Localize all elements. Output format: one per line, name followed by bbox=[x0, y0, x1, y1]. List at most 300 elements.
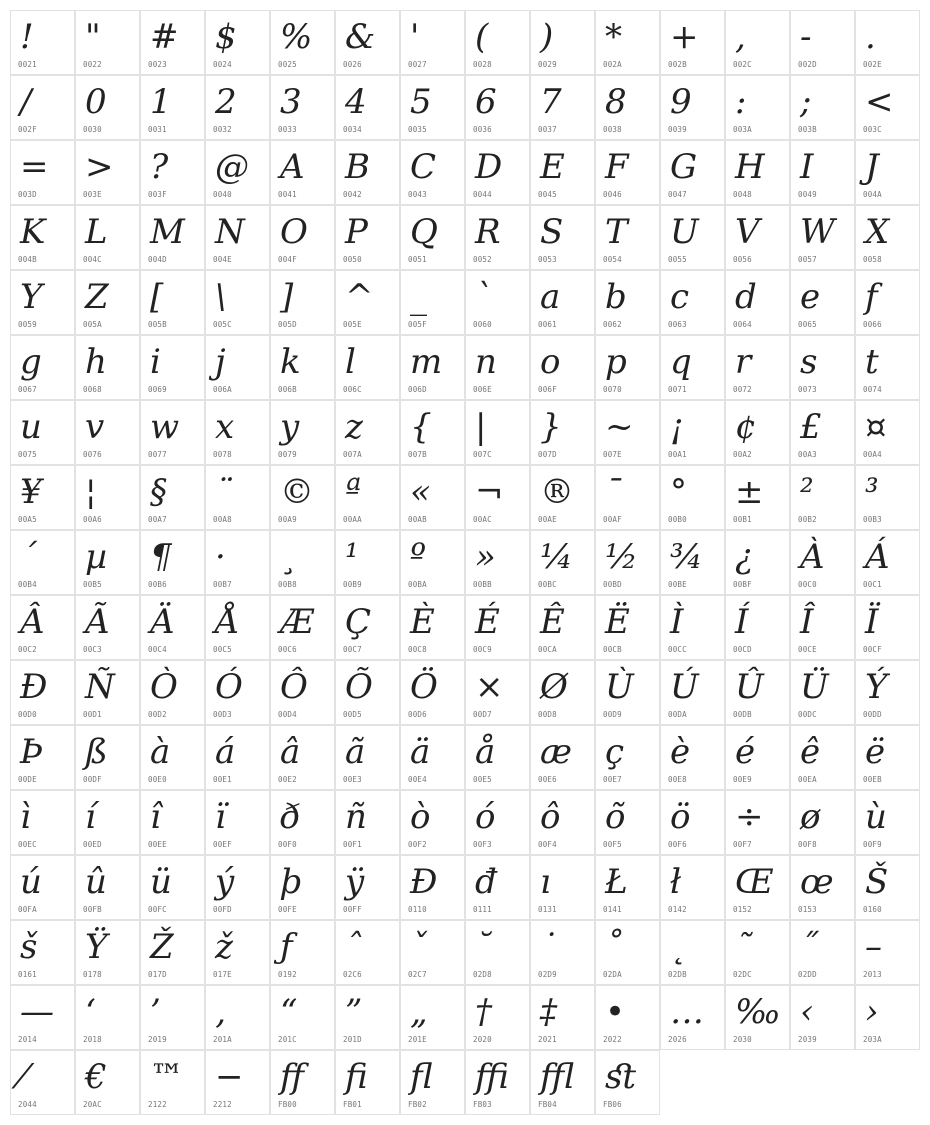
glyph-character: Ì bbox=[670, 602, 684, 642]
glyph-codepoint: FB00 bbox=[278, 1100, 297, 1109]
glyph-cell bbox=[465, 920, 530, 985]
glyph-codepoint: 00B9 bbox=[343, 580, 362, 589]
glyph-codepoint: 00F6 bbox=[668, 840, 687, 849]
glyph-character: ) bbox=[540, 17, 554, 57]
glyph-codepoint: 00DD bbox=[863, 710, 882, 719]
glyph-character: õ bbox=[605, 797, 626, 837]
glyph-character: œ bbox=[800, 862, 834, 902]
glyph-character: i bbox=[150, 342, 161, 382]
glyph-codepoint: 2018 bbox=[83, 1035, 102, 1044]
glyph-cell bbox=[465, 75, 530, 140]
glyph-cell bbox=[75, 595, 140, 660]
glyph-codepoint: 02D8 bbox=[473, 970, 492, 979]
glyph-cell bbox=[140, 530, 205, 595]
glyph-character: ß bbox=[85, 732, 108, 772]
glyph-character: & bbox=[345, 17, 376, 57]
glyph-character: u bbox=[20, 407, 42, 447]
glyph-character: Ł bbox=[605, 862, 628, 902]
glyph-codepoint: 00EB bbox=[863, 775, 882, 784]
glyph-codepoint: 00C4 bbox=[148, 645, 167, 654]
glyph-character: ê bbox=[800, 732, 821, 772]
glyph-codepoint: 00E3 bbox=[343, 775, 362, 784]
glyph-cell bbox=[140, 75, 205, 140]
glyph-cell bbox=[465, 10, 530, 75]
glyph-codepoint: 004C bbox=[83, 255, 102, 264]
glyph-cell bbox=[855, 920, 920, 985]
glyph-character: { bbox=[410, 407, 432, 447]
glyph-cell bbox=[660, 400, 725, 465]
glyph-character: ª bbox=[345, 472, 362, 512]
glyph-codepoint: FB02 bbox=[408, 1100, 427, 1109]
glyph-codepoint: 00DF bbox=[83, 775, 102, 784]
glyph-character: k bbox=[280, 342, 301, 382]
glyph-cell bbox=[400, 530, 465, 595]
glyph-character: § bbox=[150, 472, 167, 512]
glyph-cell bbox=[205, 75, 270, 140]
glyph-cell bbox=[205, 465, 270, 530]
glyph-cell bbox=[595, 530, 660, 595]
glyph-character: ? bbox=[150, 147, 169, 187]
glyph-cell bbox=[10, 790, 75, 855]
glyph-cell bbox=[75, 10, 140, 75]
glyph-cell bbox=[530, 725, 595, 790]
glyph-cell bbox=[10, 530, 75, 595]
glyph-character: - bbox=[800, 17, 812, 57]
glyph-cell bbox=[10, 10, 75, 75]
glyph-codepoint: 00EF bbox=[213, 840, 232, 849]
glyph-character: Ö bbox=[410, 667, 438, 707]
glyph-codepoint: 0054 bbox=[603, 255, 622, 264]
glyph-codepoint: 02DA bbox=[603, 970, 622, 979]
glyph-codepoint: 002B bbox=[668, 60, 687, 69]
glyph-character: 1 bbox=[150, 82, 172, 122]
glyph-codepoint: 0160 bbox=[863, 905, 882, 914]
glyph-character: þ bbox=[280, 862, 302, 902]
glyph-cell bbox=[530, 205, 595, 270]
glyph-cell bbox=[335, 10, 400, 75]
glyph-cell bbox=[530, 595, 595, 660]
glyph-cell bbox=[725, 10, 790, 75]
glyph-codepoint: 00C2 bbox=[18, 645, 37, 654]
glyph-character: l bbox=[345, 342, 356, 382]
glyph-cell bbox=[270, 400, 335, 465]
glyph-character: å bbox=[475, 732, 496, 772]
glyph-cell bbox=[335, 140, 400, 205]
glyph-character: ò bbox=[410, 797, 431, 837]
glyph-codepoint: 0052 bbox=[473, 255, 492, 264]
glyph-cell bbox=[270, 790, 335, 855]
glyph-cell bbox=[335, 75, 400, 140]
glyph-cell bbox=[790, 725, 855, 790]
glyph-cell bbox=[205, 790, 270, 855]
glyph-character: } bbox=[540, 407, 562, 447]
glyph-codepoint: 02D9 bbox=[538, 970, 557, 979]
glyph-codepoint: 00A8 bbox=[213, 515, 232, 524]
glyph-codepoint: 0049 bbox=[798, 190, 817, 199]
glyph-character: . bbox=[865, 17, 876, 57]
glyph-character: a bbox=[540, 277, 561, 317]
glyph-character: æ bbox=[540, 732, 572, 772]
glyph-cell bbox=[465, 660, 530, 725]
glyph-character: Å bbox=[215, 602, 240, 642]
glyph-codepoint: 017E bbox=[213, 970, 232, 979]
glyph-codepoint: 00F8 bbox=[798, 840, 817, 849]
glyph-cell bbox=[10, 270, 75, 335]
glyph-character: S bbox=[540, 212, 564, 252]
glyph-cell bbox=[465, 530, 530, 595]
glyph-character: \ bbox=[215, 277, 227, 317]
glyph-character: ˚ bbox=[605, 927, 622, 967]
glyph-character: ý bbox=[215, 862, 235, 902]
glyph-codepoint: 2022 bbox=[603, 1035, 622, 1044]
glyph-cell bbox=[400, 205, 465, 270]
glyph-character: đ bbox=[475, 862, 497, 902]
glyph-cell bbox=[465, 465, 530, 530]
glyph-cell bbox=[465, 400, 530, 465]
glyph-codepoint: 00F0 bbox=[278, 840, 297, 849]
glyph-cell bbox=[140, 725, 205, 790]
glyph-cell bbox=[205, 140, 270, 205]
glyph-cell bbox=[855, 790, 920, 855]
glyph-character: 7 bbox=[540, 82, 562, 122]
glyph-codepoint: 002D bbox=[798, 60, 817, 69]
glyph-cell bbox=[660, 530, 725, 595]
glyph-codepoint: 0030 bbox=[83, 125, 102, 134]
glyph-codepoint: 20AC bbox=[83, 1100, 102, 1109]
glyph-codepoint: 2030 bbox=[733, 1035, 752, 1044]
glyph-codepoint: 2019 bbox=[148, 1035, 167, 1044]
glyph-cell bbox=[530, 855, 595, 920]
glyph-cell bbox=[10, 335, 75, 400]
glyph-character: ˛ bbox=[670, 927, 687, 967]
glyph-codepoint: 00CA bbox=[538, 645, 557, 654]
glyph-character: ﬂ bbox=[410, 1057, 433, 1097]
glyph-codepoint: 00DB bbox=[733, 710, 752, 719]
glyph-character: Ñ bbox=[85, 667, 115, 707]
glyph-character: Œ bbox=[735, 862, 774, 902]
glyph-codepoint: 02C7 bbox=[408, 970, 427, 979]
glyph-cell bbox=[660, 595, 725, 660]
glyph-character: + bbox=[670, 17, 699, 57]
glyph-codepoint: 00CB bbox=[603, 645, 622, 654]
glyph-cell bbox=[140, 465, 205, 530]
glyph-character: n bbox=[475, 342, 497, 382]
glyph-character: K bbox=[20, 212, 46, 252]
glyph-codepoint: 0142 bbox=[668, 905, 687, 914]
glyph-codepoint: 0059 bbox=[18, 320, 37, 329]
glyph-codepoint: 00B0 bbox=[668, 515, 687, 524]
glyph-cell bbox=[335, 855, 400, 920]
glyph-character: è bbox=[670, 732, 691, 772]
glyph-codepoint: 0152 bbox=[733, 905, 752, 914]
glyph-codepoint: 00D4 bbox=[278, 710, 297, 719]
glyph-cell bbox=[400, 270, 465, 335]
glyph-cell bbox=[790, 660, 855, 725]
glyph-codepoint: 00CC bbox=[668, 645, 687, 654]
glyph-codepoint: 00FC bbox=[148, 905, 167, 914]
glyph-codepoint: 007B bbox=[408, 450, 427, 459]
glyph-codepoint: 0192 bbox=[278, 970, 297, 979]
glyph-cell bbox=[595, 140, 660, 205]
glyph-cell bbox=[595, 205, 660, 270]
glyph-cell bbox=[530, 140, 595, 205]
glyph-character: ‚ bbox=[215, 992, 226, 1032]
glyph-cell bbox=[465, 270, 530, 335]
glyph-character: A bbox=[280, 147, 305, 187]
glyph-character: z bbox=[345, 407, 363, 447]
glyph-codepoint: 0067 bbox=[18, 385, 37, 394]
glyph-codepoint: 002E bbox=[863, 60, 882, 69]
glyph-character: P bbox=[345, 212, 368, 252]
glyph-cell bbox=[855, 335, 920, 400]
glyph-cell bbox=[725, 790, 790, 855]
glyph-character: Q bbox=[410, 212, 438, 252]
glyph-cell bbox=[205, 10, 270, 75]
glyph-cell bbox=[270, 985, 335, 1050]
glyph-character: “ bbox=[280, 992, 298, 1032]
glyph-codepoint: 00A1 bbox=[668, 450, 687, 459]
glyph-cell bbox=[790, 985, 855, 1050]
glyph-codepoint: 0037 bbox=[538, 125, 557, 134]
glyph-codepoint: 00E5 bbox=[473, 775, 492, 784]
glyph-character: * bbox=[605, 17, 622, 57]
glyph-cell bbox=[10, 75, 75, 140]
glyph-codepoint: 00BF bbox=[733, 580, 752, 589]
glyph-character: = bbox=[20, 147, 49, 187]
glyph-codepoint: 005A bbox=[83, 320, 102, 329]
glyph-cell bbox=[660, 725, 725, 790]
glyph-cell bbox=[140, 205, 205, 270]
glyph-codepoint: 0026 bbox=[343, 60, 362, 69]
glyph-character: ƒ bbox=[280, 927, 293, 967]
glyph-character: ô bbox=[540, 797, 561, 837]
glyph-codepoint: 0025 bbox=[278, 60, 297, 69]
glyph-cell bbox=[270, 855, 335, 920]
glyph-cell bbox=[75, 530, 140, 595]
glyph-codepoint: 0069 bbox=[148, 385, 167, 394]
glyph-codepoint: 00E0 bbox=[148, 775, 167, 784]
glyph-cell bbox=[530, 335, 595, 400]
glyph-codepoint: 00E4 bbox=[408, 775, 427, 784]
glyph-character: $ bbox=[215, 17, 237, 57]
glyph-character: 9 bbox=[670, 82, 692, 122]
glyph-character: o bbox=[540, 342, 561, 382]
glyph-cell bbox=[400, 855, 465, 920]
glyph-character: ” bbox=[345, 992, 363, 1032]
glyph-character: Ò bbox=[150, 667, 178, 707]
glyph-character: ú bbox=[20, 862, 42, 902]
glyph-codepoint: 005D bbox=[278, 320, 297, 329]
glyph-codepoint: 002C bbox=[733, 60, 752, 69]
glyph-cell bbox=[205, 400, 270, 465]
glyph-cell bbox=[270, 660, 335, 725]
glyph-codepoint: 00B5 bbox=[83, 580, 102, 589]
glyph-cell bbox=[205, 920, 270, 985]
glyph-codepoint: 006E bbox=[473, 385, 492, 394]
glyph-cell bbox=[270, 595, 335, 660]
glyph-codepoint: 0075 bbox=[18, 450, 37, 459]
glyph-codepoint: 0032 bbox=[213, 125, 232, 134]
glyph-codepoint: 00FD bbox=[213, 905, 232, 914]
glyph-codepoint: 00BC bbox=[538, 580, 557, 589]
glyph-character: − bbox=[215, 1057, 244, 1097]
glyph-character: À bbox=[800, 537, 825, 577]
glyph-codepoint: 00F1 bbox=[343, 840, 362, 849]
glyph-codepoint: 0041 bbox=[278, 190, 297, 199]
glyph-codepoint: 00FB bbox=[83, 905, 102, 914]
glyph-codepoint: 0076 bbox=[83, 450, 102, 459]
glyph-character: ñ bbox=[345, 797, 367, 837]
glyph-character: ł bbox=[670, 862, 682, 902]
glyph-character: ; bbox=[800, 82, 812, 122]
glyph-cell bbox=[140, 920, 205, 985]
glyph-character: 6 bbox=[475, 82, 497, 122]
glyph-character: › bbox=[865, 992, 879, 1032]
glyph-cell bbox=[400, 140, 465, 205]
glyph-character: _ bbox=[410, 277, 427, 317]
glyph-cell bbox=[595, 75, 660, 140]
glyph-codepoint: 00CE bbox=[798, 645, 817, 654]
glyph-cell bbox=[270, 920, 335, 985]
glyph-cell bbox=[270, 725, 335, 790]
glyph-codepoint: 00DC bbox=[798, 710, 817, 719]
glyph-cell bbox=[790, 400, 855, 465]
glyph-codepoint: 00E8 bbox=[668, 775, 687, 784]
glyph-cell bbox=[465, 725, 530, 790]
glyph-character: † bbox=[475, 992, 492, 1032]
glyph-codepoint: 004B bbox=[18, 255, 37, 264]
glyph-character: x bbox=[215, 407, 235, 447]
glyph-character: Ä bbox=[150, 602, 175, 642]
glyph-codepoint: 02DB bbox=[668, 970, 687, 979]
glyph-codepoint: 00BE bbox=[668, 580, 687, 589]
glyph-character: ^ bbox=[345, 277, 374, 317]
glyph-character: ' bbox=[410, 17, 420, 57]
glyph-codepoint: 2013 bbox=[863, 970, 882, 979]
glyph-character: q bbox=[670, 342, 692, 382]
glyph-character: ± bbox=[735, 472, 764, 512]
glyph-character: F bbox=[605, 147, 629, 187]
glyph-cell bbox=[75, 465, 140, 530]
glyph-codepoint: 00A9 bbox=[278, 515, 297, 524]
glyph-character: R bbox=[475, 212, 501, 252]
glyph-codepoint: 0039 bbox=[668, 125, 687, 134]
glyph-codepoint: FB04 bbox=[538, 1100, 557, 1109]
glyph-cell bbox=[660, 270, 725, 335]
glyph-grid bbox=[10, 10, 920, 1115]
glyph-cell bbox=[335, 205, 400, 270]
glyph-codepoint: 00B3 bbox=[863, 515, 882, 524]
glyph-cell bbox=[855, 660, 920, 725]
glyph-codepoint: 003C bbox=[863, 125, 882, 134]
glyph-codepoint: 006C bbox=[343, 385, 362, 394]
glyph-character: y bbox=[280, 407, 300, 447]
glyph-character: • bbox=[605, 992, 626, 1032]
glyph-codepoint: 2020 bbox=[473, 1035, 492, 1044]
glyph-character: ÿ bbox=[345, 862, 365, 902]
glyph-character: U bbox=[670, 212, 699, 252]
glyph-codepoint: 006B bbox=[278, 385, 297, 394]
glyph-cell bbox=[270, 530, 335, 595]
glyph-cell bbox=[595, 660, 660, 725]
glyph-codepoint: 00A6 bbox=[83, 515, 102, 524]
glyph-character: ˆ bbox=[345, 927, 362, 967]
glyph-cell bbox=[400, 75, 465, 140]
glyph-character: ¨ bbox=[215, 472, 232, 512]
glyph-codepoint: 00BB bbox=[473, 580, 492, 589]
glyph-cell bbox=[10, 920, 75, 985]
glyph-codepoint: 00B7 bbox=[213, 580, 232, 589]
glyph-codepoint: 0071 bbox=[668, 385, 687, 394]
glyph-codepoint: 0131 bbox=[538, 905, 557, 914]
glyph-codepoint: 0031 bbox=[148, 125, 167, 134]
glyph-cell bbox=[400, 400, 465, 465]
glyph-character: é bbox=[735, 732, 756, 772]
glyph-cell bbox=[10, 205, 75, 270]
glyph-cell bbox=[595, 725, 660, 790]
glyph-cell bbox=[10, 400, 75, 465]
glyph-cell bbox=[660, 75, 725, 140]
glyph-character: ¿ bbox=[735, 537, 754, 577]
glyph-codepoint: 00DA bbox=[668, 710, 687, 719]
glyph-character: ® bbox=[540, 472, 574, 512]
glyph-cell bbox=[790, 790, 855, 855]
glyph-codepoint: FB06 bbox=[603, 1100, 622, 1109]
glyph-cell bbox=[335, 920, 400, 985]
glyph-character: ´ bbox=[20, 537, 37, 577]
glyph-codepoint: 0038 bbox=[603, 125, 622, 134]
glyph-cell bbox=[790, 75, 855, 140]
glyph-character: # bbox=[150, 17, 179, 57]
glyph-codepoint: 201C bbox=[278, 1035, 297, 1044]
glyph-character: Í bbox=[735, 602, 749, 642]
glyph-codepoint: 0110 bbox=[408, 905, 427, 914]
glyph-codepoint: 00D6 bbox=[408, 710, 427, 719]
glyph-codepoint: 00EA bbox=[798, 775, 817, 784]
glyph-codepoint: 0051 bbox=[408, 255, 427, 264]
glyph-codepoint: 0021 bbox=[18, 60, 37, 69]
glyph-character: ‰ bbox=[735, 992, 781, 1032]
glyph-character: G bbox=[670, 147, 698, 187]
glyph-cell bbox=[855, 530, 920, 595]
glyph-character: ˜ bbox=[735, 927, 752, 967]
glyph-cell bbox=[725, 335, 790, 400]
glyph-character: — bbox=[20, 992, 54, 1032]
glyph-cell bbox=[400, 985, 465, 1050]
glyph-codepoint: 006F bbox=[538, 385, 557, 394]
glyph-codepoint: 00D8 bbox=[538, 710, 557, 719]
glyph-character: ° bbox=[670, 472, 687, 512]
glyph-codepoint: 201A bbox=[213, 1035, 232, 1044]
glyph-cell bbox=[140, 1050, 205, 1115]
glyph-cell bbox=[335, 270, 400, 335]
glyph-codepoint: 0141 bbox=[603, 905, 622, 914]
glyph-codepoint: FB01 bbox=[343, 1100, 362, 1109]
glyph-codepoint: 0023 bbox=[148, 60, 167, 69]
glyph-cell bbox=[530, 530, 595, 595]
glyph-character: s bbox=[800, 342, 818, 382]
glyph-cell bbox=[10, 725, 75, 790]
glyph-character: ~ bbox=[605, 407, 634, 447]
glyph-codepoint: 02DD bbox=[798, 970, 817, 979]
glyph-codepoint: 00ED bbox=[83, 840, 102, 849]
glyph-cell bbox=[855, 725, 920, 790]
glyph-character: ﬀ bbox=[280, 1057, 305, 1097]
glyph-cell bbox=[725, 75, 790, 140]
glyph-codepoint: 0053 bbox=[538, 255, 557, 264]
glyph-codepoint: 00F2 bbox=[408, 840, 427, 849]
glyph-cell bbox=[465, 595, 530, 660]
